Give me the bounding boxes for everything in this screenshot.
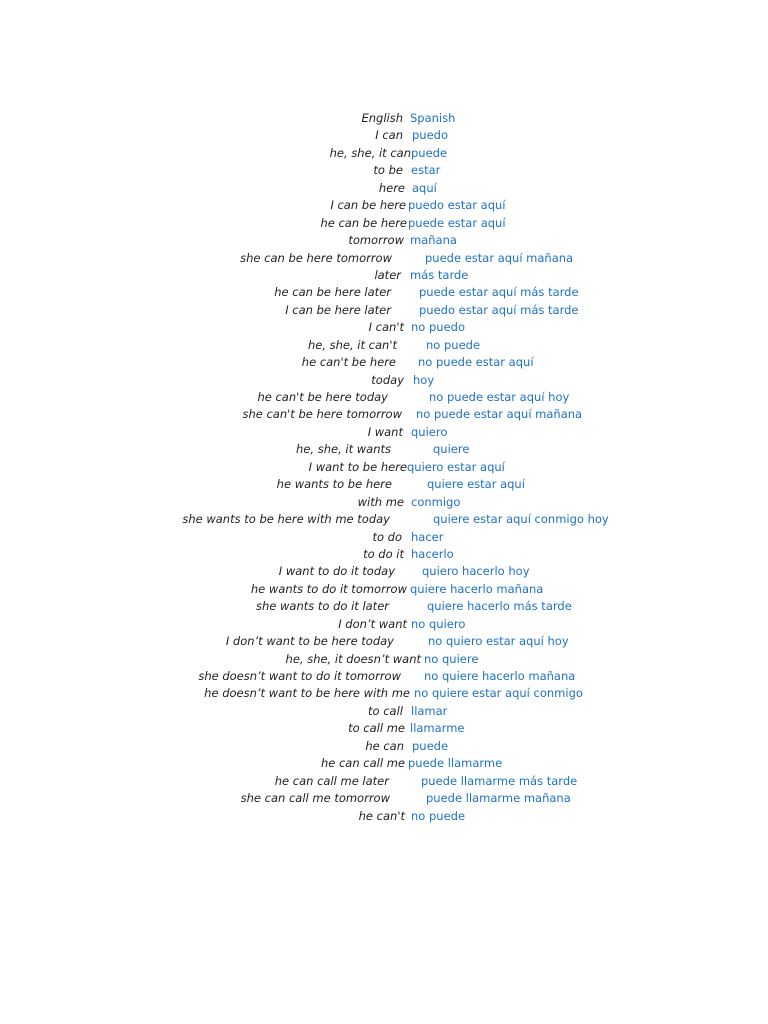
phrase-row	[0, 180, 768, 197]
spanish-translation: puedo estar aquí más tarde	[419, 302, 579, 317]
phrase-row	[0, 459, 768, 476]
english-phrase: he doesn’t want to be here with me	[204, 686, 410, 701]
phrase-row	[0, 162, 768, 179]
spanish-translation: quiere	[433, 442, 470, 457]
phrase-row	[0, 668, 768, 685]
spanish-translation: no quiere	[424, 651, 479, 666]
spanish-translation: quiero	[411, 424, 448, 439]
phrase-row	[0, 406, 768, 423]
english-phrase: I don’t want to be here today	[225, 634, 394, 649]
spanish-translation: conmigo	[411, 494, 461, 509]
spanish-translation: estar	[411, 163, 441, 178]
phrase-row	[0, 703, 768, 720]
spanish-translation: hacerlo	[411, 546, 454, 561]
spanish-translation: aquí	[412, 180, 437, 195]
english-phrase: he, she, it doesn’t want	[285, 651, 421, 666]
spanish-translation: no quiero estar aquí hoy	[428, 634, 569, 649]
phrase-row	[0, 424, 768, 441]
phrase-row	[0, 250, 768, 267]
spanish-translation: puedo	[412, 128, 448, 143]
english-phrase: to call	[368, 703, 403, 718]
phrase-row	[0, 773, 768, 790]
english-phrase: he, she, it can't	[307, 337, 397, 352]
english-phrase: I can be here	[330, 198, 406, 213]
spanish-translation: puede	[412, 738, 449, 753]
english-phrase: she can call me tomorrow	[240, 791, 390, 806]
english-phrase: with me	[357, 494, 404, 509]
phrase-row	[0, 354, 768, 371]
phrase-row	[0, 511, 768, 528]
spanish-translation: no quiero	[411, 616, 466, 631]
english-phrase: later	[374, 267, 401, 282]
spanish-translation: más tarde	[410, 267, 469, 282]
phrase-row	[0, 563, 768, 580]
spanish-translation: puede	[411, 145, 448, 160]
english-phrase: he can be here	[320, 215, 407, 230]
phrase-row	[0, 215, 768, 232]
english-phrase: today	[371, 372, 404, 387]
english-phrase: to do	[372, 529, 402, 544]
phrase-row	[0, 232, 768, 249]
spanish-translation: quiere hacerlo más tarde	[427, 599, 572, 614]
phrase-row	[0, 267, 768, 284]
english-phrase: he can't be here today	[257, 390, 388, 404]
english-phrase: I don’t want	[338, 616, 407, 631]
english-phrase: he, she, it wants	[296, 442, 391, 457]
phrase-row	[0, 581, 768, 598]
spanish-translation: quiere hacerlo mañana	[410, 581, 544, 596]
spanish-translation: quiere estar aquí conmigo hoy	[433, 512, 609, 527]
english-phrase: he can call me	[320, 756, 405, 771]
phrase-row	[0, 494, 768, 511]
spanish-translation: quiero estar aquí	[407, 459, 505, 474]
english-phrase: to call me	[348, 721, 405, 736]
spanish-translation: no puede	[426, 337, 481, 352]
english-phrase: I can be here later	[285, 302, 391, 317]
spanish-translation: llamar	[411, 703, 448, 718]
phrase-row	[0, 389, 768, 406]
english-phrase: I want	[367, 424, 403, 439]
english-phrase: she wants to be here with me today	[182, 512, 390, 527]
english-phrase: he wants to do it tomorrow	[250, 581, 407, 596]
english-phrase: she can't be here tomorrow	[242, 407, 402, 422]
spanish-translation: no quiere hacerlo mañana	[424, 669, 576, 683]
spanish-translation: puede llamarme	[408, 756, 503, 771]
spanish-translation: mañana	[410, 233, 457, 248]
phrase-row	[0, 476, 768, 493]
phrase-row	[0, 546, 768, 563]
spanish-translation: puede estar aquí más tarde	[419, 285, 579, 300]
phrase-row	[0, 738, 768, 755]
phrase-table	[0, 110, 768, 825]
english-phrase: he can't	[358, 808, 405, 823]
phrase-row	[0, 808, 768, 825]
header-row	[0, 110, 768, 127]
spanish-translation: puede llamarme mañana	[426, 791, 571, 806]
spanish-translation: puedo estar aquí	[408, 198, 506, 213]
english-phrase: I want to be here	[308, 459, 407, 474]
english-phrase: to do it	[363, 546, 404, 561]
spanish-translation: quiero hacerlo hoy	[422, 564, 530, 579]
spanish-translation: hacer	[411, 529, 444, 544]
spanish-translation: quiere estar aquí	[427, 477, 525, 492]
header-english: English	[361, 111, 403, 125]
english-phrase: to be	[373, 163, 403, 178]
phrase-row	[0, 337, 768, 354]
english-phrase: she doesn’t want to do it tomorrow	[198, 669, 401, 683]
english-phrase: he wants to be here	[276, 477, 392, 492]
spanish-translation: puede estar aquí	[408, 215, 506, 230]
phrase-row	[0, 616, 768, 633]
phrase-row	[0, 302, 768, 319]
phrase-row	[0, 529, 768, 546]
english-phrase: he can't be here	[301, 355, 396, 370]
spanish-translation: no quiere estar aquí conmigo	[414, 686, 583, 701]
spanish-translation: hoy	[413, 372, 435, 387]
english-phrase: tomorrow	[348, 233, 404, 248]
header-spanish: Spanish	[410, 111, 456, 125]
phrase-row	[0, 685, 768, 702]
english-phrase: I can't	[368, 320, 404, 335]
phrase-row	[0, 633, 768, 650]
phrase-row	[0, 441, 768, 458]
spanish-translation: no puedo	[411, 320, 465, 335]
phrase-row	[0, 127, 768, 144]
phrase-row	[0, 755, 768, 772]
english-phrase: I want to do it today	[278, 564, 395, 579]
phrase-row	[0, 790, 768, 807]
phrase-row	[0, 720, 768, 737]
spanish-translation: no puede estar aquí hoy	[429, 390, 570, 404]
spanish-translation: no puede estar aquí mañana	[416, 407, 583, 422]
phrase-row	[0, 651, 768, 668]
english-phrase: he, she, it can	[329, 145, 411, 160]
phrase-row	[0, 598, 768, 615]
spanish-translation: no puede estar aquí	[418, 355, 534, 370]
phrase-row	[0, 284, 768, 301]
english-phrase: he can	[365, 738, 404, 753]
english-phrase: she can be here tomorrow	[240, 250, 392, 265]
english-phrase: he can call me later	[274, 773, 389, 788]
phrase-row	[0, 319, 768, 336]
phrase-row	[0, 197, 768, 214]
phrase-row	[0, 372, 768, 389]
english-phrase: I can	[375, 128, 403, 143]
spanish-translation: llamarme	[410, 721, 465, 736]
english-phrase: she wants to do it later	[255, 599, 389, 614]
english-phrase: he can be here later	[274, 285, 391, 300]
phrase-row	[0, 145, 768, 162]
spanish-translation: puede llamarme más tarde	[421, 773, 578, 788]
english-phrase: here	[378, 180, 405, 195]
spanish-translation: puede estar aquí mañana	[425, 250, 574, 265]
spanish-translation: no puede	[411, 808, 466, 823]
